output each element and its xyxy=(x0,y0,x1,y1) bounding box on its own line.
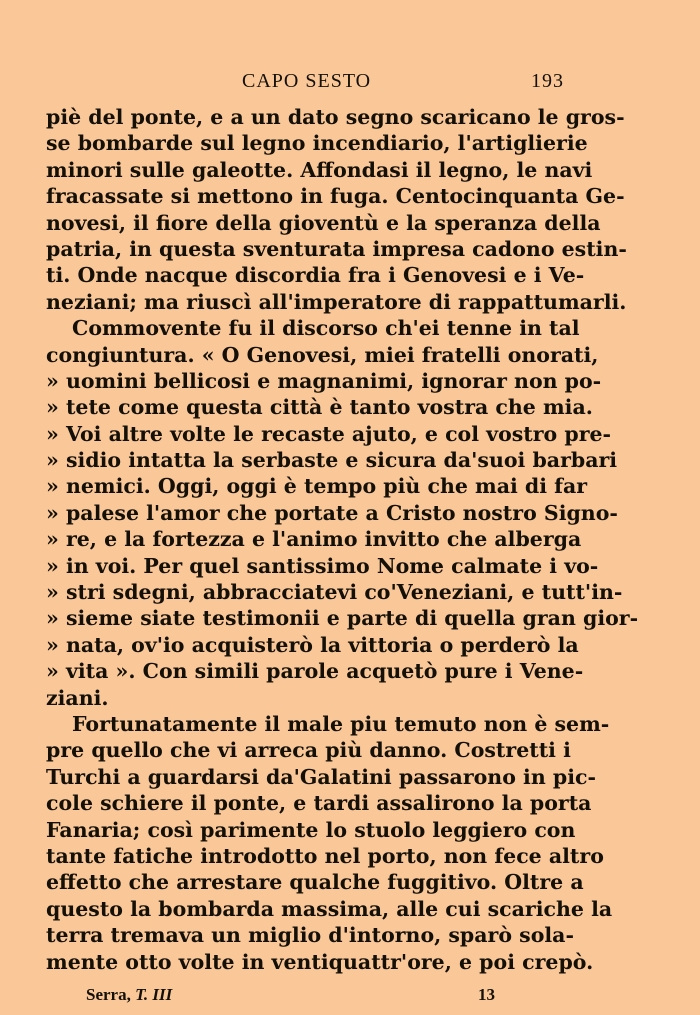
text-line: » Voi altre volte le recaste ajuto, e col vostro pre- xyxy=(46,421,612,446)
text-line: neziani; ma riuscì all'imperatore di rappattumarli. xyxy=(46,289,627,314)
text-line: terra tremava un miglio d'intorno, sparò sola- xyxy=(46,923,574,948)
signature-name: Serra, xyxy=(86,985,131,1004)
text-line: piè del ponte, e a un dato segno scaricano le gros- xyxy=(46,105,625,129)
chapter-title: CAPO SESTO xyxy=(242,70,372,92)
running-head xyxy=(0,68,700,96)
text-line: » palese l'amor che portate a Cristo nostro Signo- xyxy=(46,500,618,525)
page-number: 193 xyxy=(531,70,564,92)
text-line: Turchi a guardarsi da'Galatini passarono in pic- xyxy=(46,764,596,789)
text-line: se bombarde sul legno incendiario, l'artiglierie xyxy=(46,131,588,156)
text-line: ziani. xyxy=(46,685,109,710)
printer-signature xyxy=(86,985,172,1005)
text-line: cole schiere il ponte, e tardi assalirono la porta xyxy=(46,791,592,816)
text-line: Fortunatamente il male piu temuto non è sem- xyxy=(72,711,610,736)
text-line: mente otto volte in ventiquattr'ore, e poi crepò. xyxy=(46,949,594,974)
text-line: fracassate si mettono in fuga. Centocinquanta Ge- xyxy=(46,184,625,209)
text-line: » nata, ov'io acquisterò la vittoria o perderò la xyxy=(46,632,579,657)
text-line: novesi, il fiore della gioventù e la speranza della xyxy=(46,210,601,235)
text-line: ti. Onde nacque discordia fra i Genovesi e i Ve- xyxy=(46,263,585,288)
page-footer xyxy=(0,985,700,1009)
text-line: patria, in questa sventurata impresa cadono estin- xyxy=(46,236,627,261)
text-line: minori sulle galeotte. Affondasi il legno, le navi xyxy=(46,157,593,182)
body-text xyxy=(46,104,639,975)
text-line: » tete come questa città è tanto vostra che mia. xyxy=(46,395,593,420)
text-line: » re, e la fortezza e l'animo invitto che alberga xyxy=(46,527,582,552)
text-line: pre quello che vi arreca più danno. Costretti i xyxy=(46,738,571,763)
text-line: effetto che arrestare qualche fuggitivo. Oltre a xyxy=(46,870,584,895)
text-line: tante fatiche introdotto nel porto, non fece altro xyxy=(46,843,604,868)
text-line: » sidio intatta la serbaste e sicura da'suoi barbari xyxy=(46,448,618,473)
volume-number: T. III xyxy=(135,985,173,1004)
text-line: » nemici. Oggi, oggi è tempo più che mai di far xyxy=(46,474,588,499)
text-line: congiuntura. « O Genovesi, miei fratelli onorati, xyxy=(46,342,599,367)
text-line: » sieme siate testimonii e parte di quella gran gior- xyxy=(46,606,639,631)
text-line: Fanaria; così parimente lo stuolo leggiero con xyxy=(46,817,576,842)
text-line: questo la bombarda massima, alle cui scariche la xyxy=(46,896,613,921)
text-line: » uomini bellicosi e magnanimi, ignorar non po- xyxy=(46,368,602,393)
text-line: » vita ». Con simili parole acquetò pure i Vene- xyxy=(46,659,584,684)
text-line: » in voi. Per quel santissimo Nome calmate i vo- xyxy=(46,553,599,578)
text-line: Commovente fu il discorso ch'ei tenne in tal xyxy=(72,316,580,341)
quire-mark: 13 xyxy=(478,985,495,1004)
text-line: » stri sdegni, abbracciatevi co'Veneziani, e tutt'in- xyxy=(46,580,623,605)
